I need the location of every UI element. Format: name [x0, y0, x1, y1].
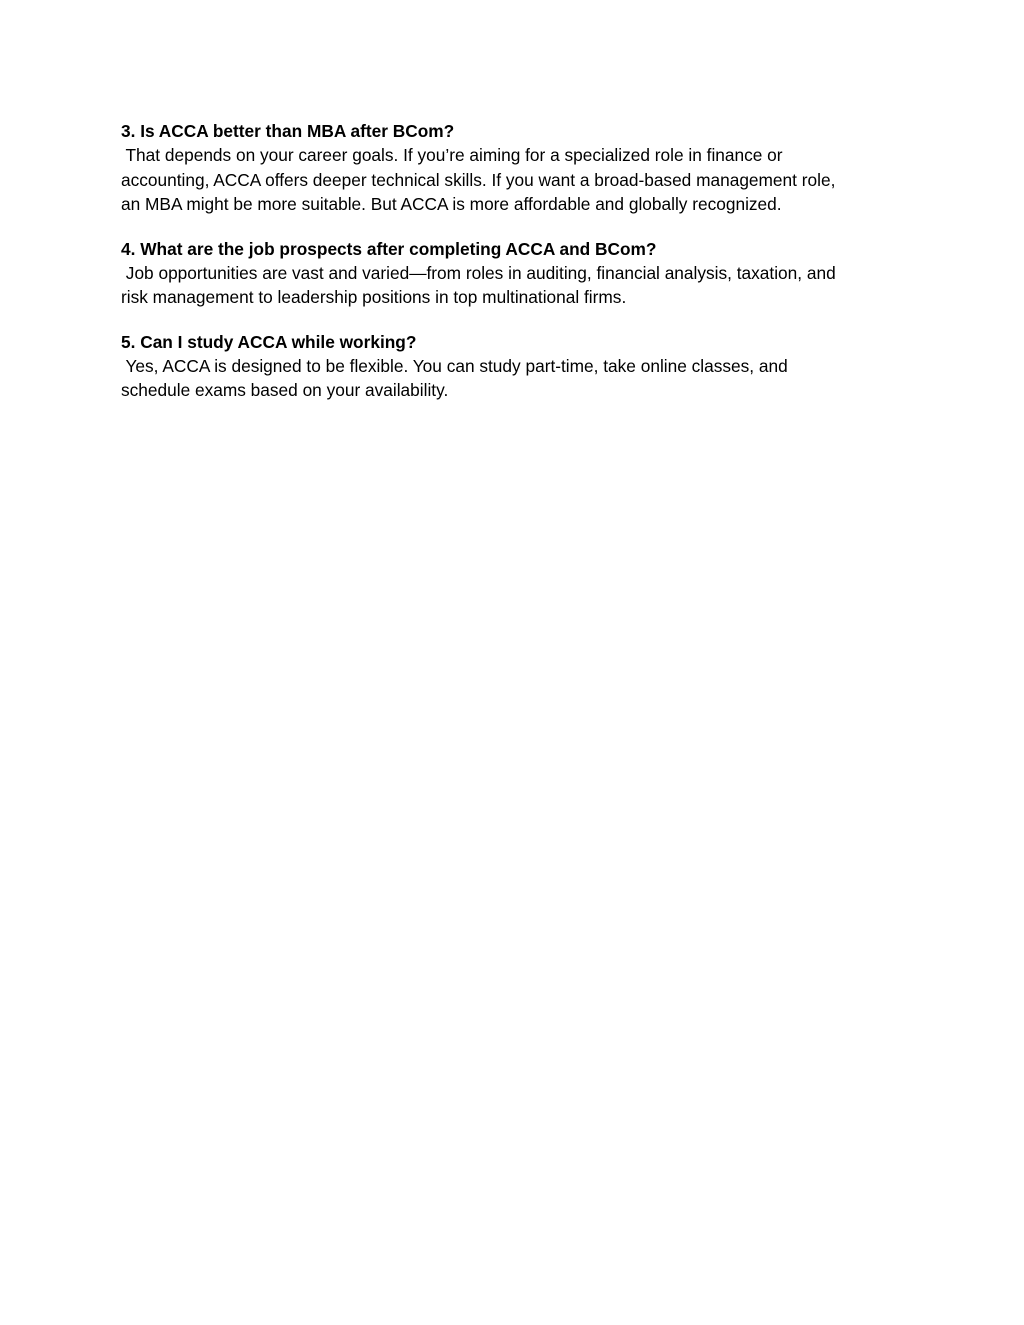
faq-section: [121, 119, 901, 423]
faq-question: 5. Can I study ACCA while working?: [121, 331, 417, 352]
faq-answer: [121, 354, 901, 403]
faq-answer-line: Job opportunities are vast and varied—from roles in auditing, financial analysis, taxation, and: [121, 262, 836, 283]
faq-question: 3. Is ACCA better than MBA after BCom?: [121, 121, 455, 141]
faq-answer-line: schedule exams based on your availability.: [121, 380, 449, 400]
faq-item-3: [121, 119, 901, 217]
faq-answer-line: accounting, ACCA offers deeper technical skills. If you want a broad-based management role,: [121, 169, 836, 190]
faq-question: 4. What are the job prospects after completing ACCA and BCom?: [121, 238, 657, 259]
faq-item-4: [121, 237, 901, 310]
faq-answer: [121, 261, 901, 310]
faq-answer-line: That depends on your career goals. If you’re aiming for a specialized role in finance or: [121, 145, 783, 165]
faq-answer-line: an MBA might be more suitable. But ACCA is more affordable and globally recognized.: [121, 194, 782, 214]
faq-item-5: [121, 330, 901, 403]
faq-answer-line: Yes, ACCA is designed to be flexible. You can study part-time, take online classes, and: [121, 355, 788, 376]
faq-answer-line: risk management to leadership positions in top multinational firms.: [121, 287, 627, 307]
faq-answer: [121, 143, 901, 217]
